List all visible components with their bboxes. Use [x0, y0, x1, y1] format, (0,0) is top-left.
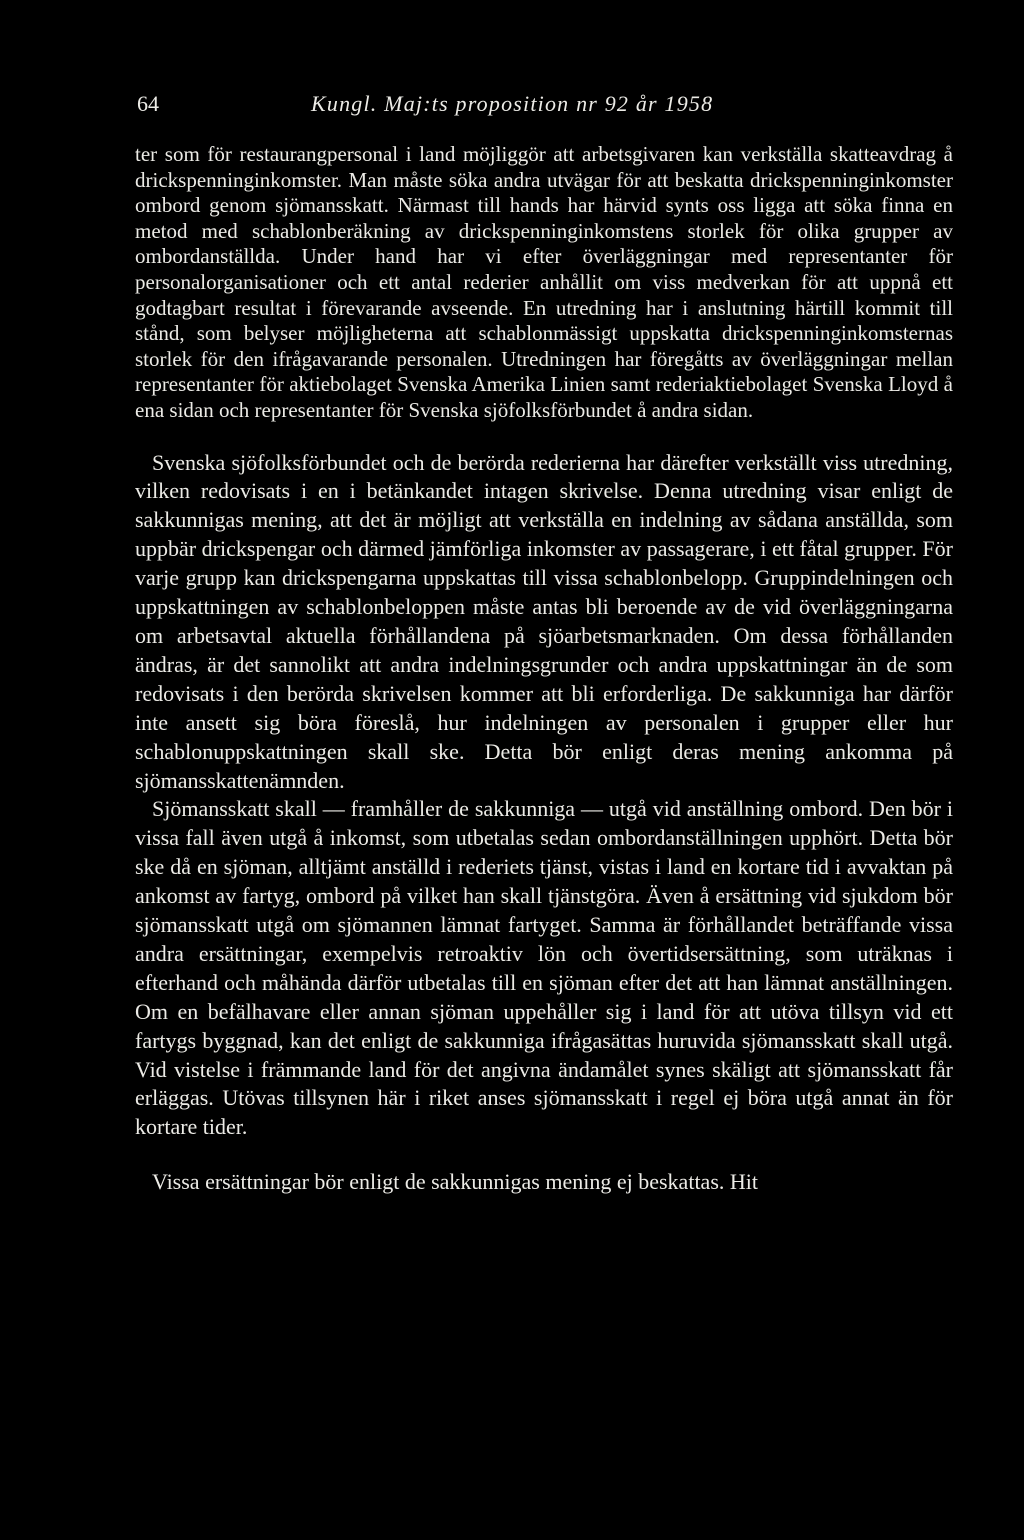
- page-header: [137, 91, 952, 123]
- paragraph-3: Sjömansskatt skall — framhåller de sakkunniga — utgå vid anställning ombord. Den bör i vissa fall även utgå å inkomst, som utbetalas sedan ombordanställningen upphört. Detta bör ske då en sjöman, alltjämt anställd i rederiets tjänst, vistas i land en kortare tid i avvaktan på ankomst av fartyg, ombord på vilket han skall tjänstgöra. Även å ersättning vid sjukdom bör sjömansskatt utgå om sjömannen lämnat fartyget. Samma är förhållandet beträffande vissa andra ersättningar, exempelvis retroaktiv lön och övertidsersättning, som uträknas i efterhand och måhända därför utbetalas till en sjöman efter det att han lämnat anställningen. Om en befälhavare eller annan sjöman uppehåller sig i land för att utöva tillsyn vid ett fartygs byggnad, kan det enligt de sakkunniga ifrågasättas huruvida sjömansskatt skall utgå. Vid vistelse i främmande land för det angivna ändamålet synes skäligt att sjömansskatt får erläggas. Utövas tillsynen här i riket anses sjömansskatt i regel ej böra utgå annat än för kortare tider.: [135, 796, 953, 1140]
- page-number: 64: [137, 91, 159, 116]
- body-text: [135, 142, 953, 1196]
- paragraph-2: Svenska sjöfolksförbundet och de berörda rederierna har därefter verkställt viss utredning, vilken redovisats i en i betänkandet intagen skrivelse. Denna utredning visar enligt de sakkunnigas mening, att det är möjligt att verkställa en indelning av sådana anställda, som uppbär drickspengar och därmed jämförliga inkomster av passagerare, i ett fåtal grupper. För varje grupp kan drickspengarna uppskattas till vissa schablonbelopp. Gruppindelningen och uppskattningen av schablonbeloppen måste antas bli beroende av de vid överläggningarna om arbetsavtal aktuella förhållandena på sjöarbetsmarknaden. Om dessa förhållanden ändras, är det sannolikt att andra indelningsgrunder och andra uppskattningar än de som redovisats i den berörda skrivelsen kommer att bli erforderliga. De sakkunniga har därför inte ansett sig böra föreslå, hur indelningen av personalen i grupper eller hur schablonuppskattningen skall ske. Detta bör enligt deras mening ankomma på sjömansskattenämnden.: [135, 449, 953, 793]
- running-title: Kungl. Maj:ts proposition nr 92 år 1958: [311, 91, 714, 116]
- paragraph-1: ter som för restaurangpersonal i land möjliggör att arbetsgivaren kan verkställa skatteavdrag å drickspenninginkomster. Man måste söka andra utvägar för att beskatta drickspenninginkomster ombord genom sjömansskatt. Närmast till hands har härvid synts oss ligga att söka finna en metod med schablonberäkning av drickspenninginkomstens storlek för olika grupper av ombordanställda. Under hand har vi efter överläggningar med representanter för personalorganisationer och ett antal rederier anhållit om viss medverkan för att uppnå ett godtagbart resultat i förevarande avseende. En utredning har i anslutning härtill kommit till stånd, som belyser möjligheterna att schablonmässigt uppskatta drickspenninginkomsternas storlek för den ifrågavarande personalen. Utredningen har föregåtts av överläggningar mellan representanter för aktiebolaget Svenska Amerika Linien samt rederiaktiebolaget Svenska Lloyd å ena sidan och representanter för Svenska sjöfolksförbundet å andra sidan.: [135, 142, 953, 422]
- paragraph-4: Vissa ersättningar bör enligt de sakkunnigas mening ej beskattas. Hit: [152, 1169, 758, 1195]
